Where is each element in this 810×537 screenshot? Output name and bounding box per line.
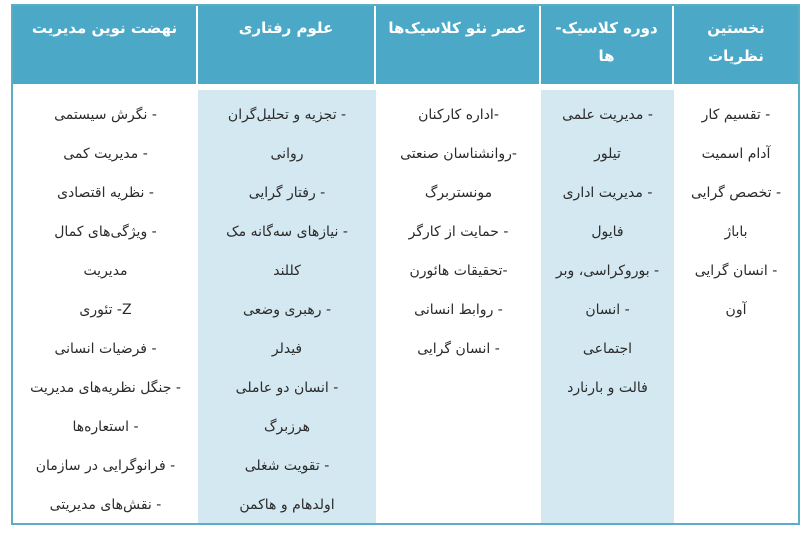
list-item: فالت و بارنارد	[567, 380, 648, 396]
list-item: - انسان دو عاملی	[235, 380, 339, 396]
list-item: - نقش‌های مدیریتی	[49, 497, 162, 513]
list-item: اولدهام و هاکمن	[239, 497, 335, 513]
list-item: - انسان گرایی	[694, 263, 778, 279]
table-columns	[13, 6, 798, 523]
column-body	[541, 90, 674, 523]
list-item: - حمایت از کارگر	[408, 224, 509, 240]
list-item: -اداره کارکنان	[418, 107, 499, 123]
list-item: - جنگل نظریه‌های مدیریت	[30, 380, 181, 396]
list-item: -تحقیقات هائورن	[409, 263, 508, 279]
list-item: - مدیریت اداری	[562, 185, 653, 201]
column-header-line: ها	[598, 47, 615, 65]
list-item: - نظریه اقتصادی	[57, 185, 154, 201]
list-item: آون	[725, 302, 747, 318]
list-item: - فرضیات انسانی	[54, 341, 157, 357]
column-header-line: نظریات	[708, 47, 764, 65]
column-header-line: عصر نئو کلاسیک‌ها	[388, 19, 527, 37]
column-header-line: دوره کلاسیک-	[555, 19, 658, 37]
list-item: - تقسیم کار	[701, 107, 771, 123]
column-neoclassical-era	[376, 6, 541, 523]
column-header	[198, 6, 376, 84]
list-item: باباژ	[724, 224, 748, 240]
list-item: - انسان	[585, 302, 630, 318]
column-body	[198, 90, 376, 523]
list-item: فایول	[591, 224, 624, 240]
column-body	[674, 90, 798, 523]
list-item: - نیازهای سه‌گانه مک	[226, 224, 348, 240]
list-item: Z- تئوری	[79, 302, 132, 318]
management-theories-table	[11, 4, 800, 525]
column-header-line: علوم رفتاری	[238, 19, 334, 37]
column-first-theories	[674, 6, 798, 523]
column-header-line: نهضت نوین مدیریت	[31, 19, 178, 37]
column-header-line: نخستین	[707, 19, 765, 37]
list-item: مدیریت	[83, 263, 128, 279]
list-item: - فرانوگرایی در سازمان	[35, 458, 176, 474]
column-body	[13, 90, 198, 523]
list-item: - استعاره‌ها	[72, 419, 139, 435]
list-item: - تخصص گرایی	[690, 185, 782, 201]
list-item: - مدیریت کمی	[63, 146, 148, 162]
list-item: هرزبرگ	[263, 419, 311, 435]
list-item: مونستربرگ	[424, 185, 493, 201]
column-classical-era	[541, 6, 674, 523]
column-header	[541, 6, 674, 84]
column-behavioral-sciences	[198, 6, 376, 523]
list-item: - روابط انسانی	[414, 302, 503, 318]
column-header	[674, 6, 798, 84]
list-item: - ویژگی‌های کمال	[54, 224, 157, 240]
list-item: - انسان گرایی	[417, 341, 500, 357]
list-item: فیدلر	[271, 341, 303, 357]
list-item: -روانشناسان صنعتی	[400, 146, 517, 162]
column-header	[376, 6, 541, 84]
column-body	[376, 90, 541, 523]
column-header	[13, 6, 198, 84]
list-item: - نگرش سیستمی	[54, 107, 157, 123]
list-item: - تقویت شغلی	[244, 458, 330, 474]
list-item: روانی	[270, 146, 304, 162]
list-item: - رفتار گرایی	[248, 185, 326, 201]
column-new-management-movement	[13, 6, 198, 523]
list-item: - مدیریت علمی	[562, 107, 653, 123]
list-item: - رهبری وضعی	[242, 302, 332, 318]
list-item: آدام اسمیت	[701, 146, 771, 162]
list-item: - تجزیه و تحلیل‌گران	[227, 107, 347, 123]
list-item: - بوروکراسی، وبر	[555, 263, 660, 279]
list-item: اجتماعی	[582, 341, 633, 357]
list-item: تیلور	[594, 146, 621, 162]
list-item: کللند	[273, 263, 301, 279]
